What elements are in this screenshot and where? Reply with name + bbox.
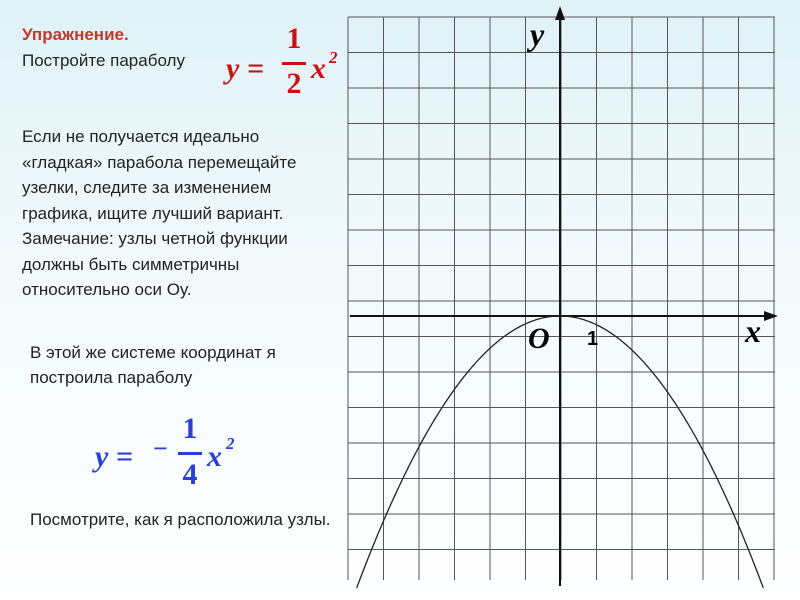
exercise-task: Постройте параболу [22, 51, 185, 70]
formula1-power: 2 [329, 48, 338, 67]
instruction-line: «гладкая» парабола перемещайте [22, 152, 297, 172]
x-axis-arrow [764, 311, 778, 321]
instruction-line: узелки, следите за изменением [22, 178, 272, 197]
instruction-line: должны быть симметричны [22, 254, 240, 274]
origin-label: O [528, 322, 550, 355]
formula2-power: 2 [226, 434, 235, 453]
formula2-sign: − [153, 434, 168, 463]
look-text: Посмотрите, как я расположила узлы. [30, 510, 331, 529]
instruction-line: относительно оси Оу. [22, 280, 192, 299]
second-text-line: В этой же системе координат я [30, 343, 276, 362]
formula1-variable: x [311, 52, 326, 85]
formula1-numerator: 1 [286, 22, 302, 55]
formula2-denominator: 4 [182, 458, 198, 491]
instruction-line: Замечание: узлы четной функции [22, 229, 288, 248]
y-axis-label: y [530, 16, 545, 52]
formula2-variable: x [207, 440, 222, 473]
grid-lines [348, 17, 775, 580]
formula1-lhs: y = [226, 52, 264, 85]
formula2-numerator: 1 [182, 412, 198, 445]
unit-label: 1 [587, 328, 599, 350]
second-text-line: построила параболу [30, 368, 193, 387]
formula1-denominator: 2 [286, 67, 302, 100]
x-axis-label: x [745, 313, 761, 349]
instruction-line: Если не получается идеально [22, 127, 260, 146]
exercise-title: Упражнение. [22, 25, 129, 44]
formula2-lhs: y = [95, 440, 133, 473]
instruction-line: графика, ищите лучший вариант. [22, 203, 284, 223]
y-axis-arrow [555, 6, 565, 20]
